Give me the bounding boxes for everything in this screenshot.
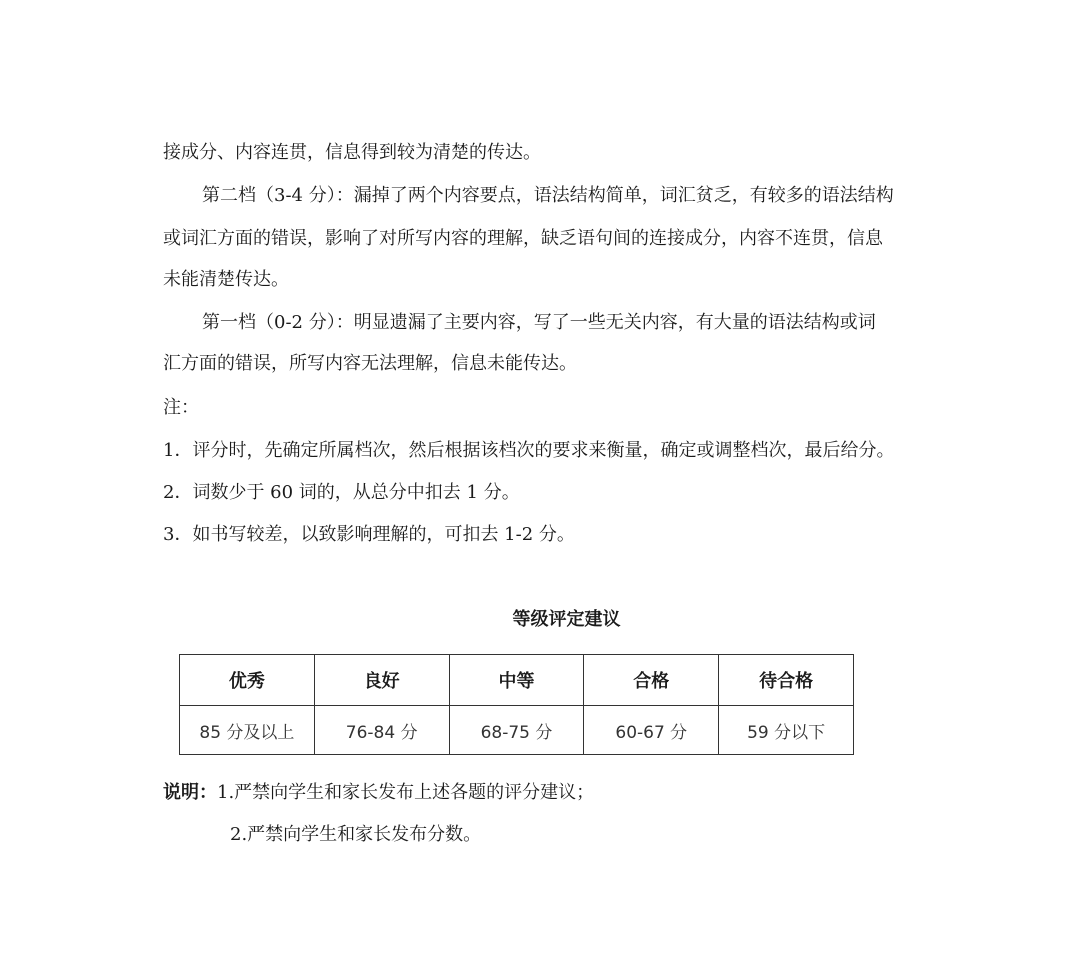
footer-item-2: 2.严禁向学生和家长发布分数。 [230, 824, 482, 845]
grade-header-good: 良好 [314, 655, 449, 706]
level-two-line-2: 或词汇方面的错误，影响了对所写内容的理解，缺乏语句间的连接成分，内容不连贯，信息 [163, 228, 883, 249]
grade-value-medium: 68-75 分 [449, 706, 584, 755]
grade-table [179, 654, 854, 755]
footer-item-1: 1.严禁向学生和家长发布上述各题的评分建议； [217, 782, 595, 803]
paragraph-continuation: 接成分、内容连贯，信息得到较为清楚的传达。 [163, 142, 541, 163]
grade-header-fail: 待合格 [719, 655, 854, 706]
grade-value-excellent: 85 分及以上 [180, 706, 315, 755]
level-one-line-2: 汇方面的错误，所写内容无法理解，信息未能传达。 [163, 353, 577, 374]
grade-value-fail: 59 分以下 [719, 706, 854, 755]
grade-value-pass: 60-67 分 [584, 706, 719, 755]
level-one-line-1: 第一档（0-2 分）：明显遗漏了主要内容，写了一些无关内容，有大量的语法结构或词 [202, 312, 876, 333]
footer-label: 说明： [163, 782, 217, 803]
level-two-line-3: 未能清楚传达。 [163, 269, 289, 290]
note-item-2: 2．词数少于 60 词的，从总分中扣去 1 分。 [163, 482, 520, 503]
grade-value-good: 76-84 分 [314, 706, 449, 755]
grade-header-pass: 合格 [584, 655, 719, 706]
grade-table-header-row [180, 655, 854, 706]
note-item-3: 3．如书写较差，以致影响理解的，可扣去 1-2 分。 [163, 524, 575, 545]
grade-header-excellent: 优秀 [180, 655, 315, 706]
footer-note-1 [163, 781, 594, 805]
level-two-line-1: 第二档（3-4 分）：漏掉了两个内容要点，语法结构简单，词汇贫乏，有较多的语法结构 [202, 185, 894, 206]
note-item-1: 1．评分时，先确定所属档次，然后根据该档次的要求来衡量，确定或调整档次，最后给分。 [163, 440, 895, 461]
grade-table-value-row [180, 706, 854, 755]
grade-header-medium: 中等 [449, 655, 584, 706]
grade-table-title: 等级评定建议 [512, 609, 621, 630]
note-label: 注： [163, 397, 199, 418]
